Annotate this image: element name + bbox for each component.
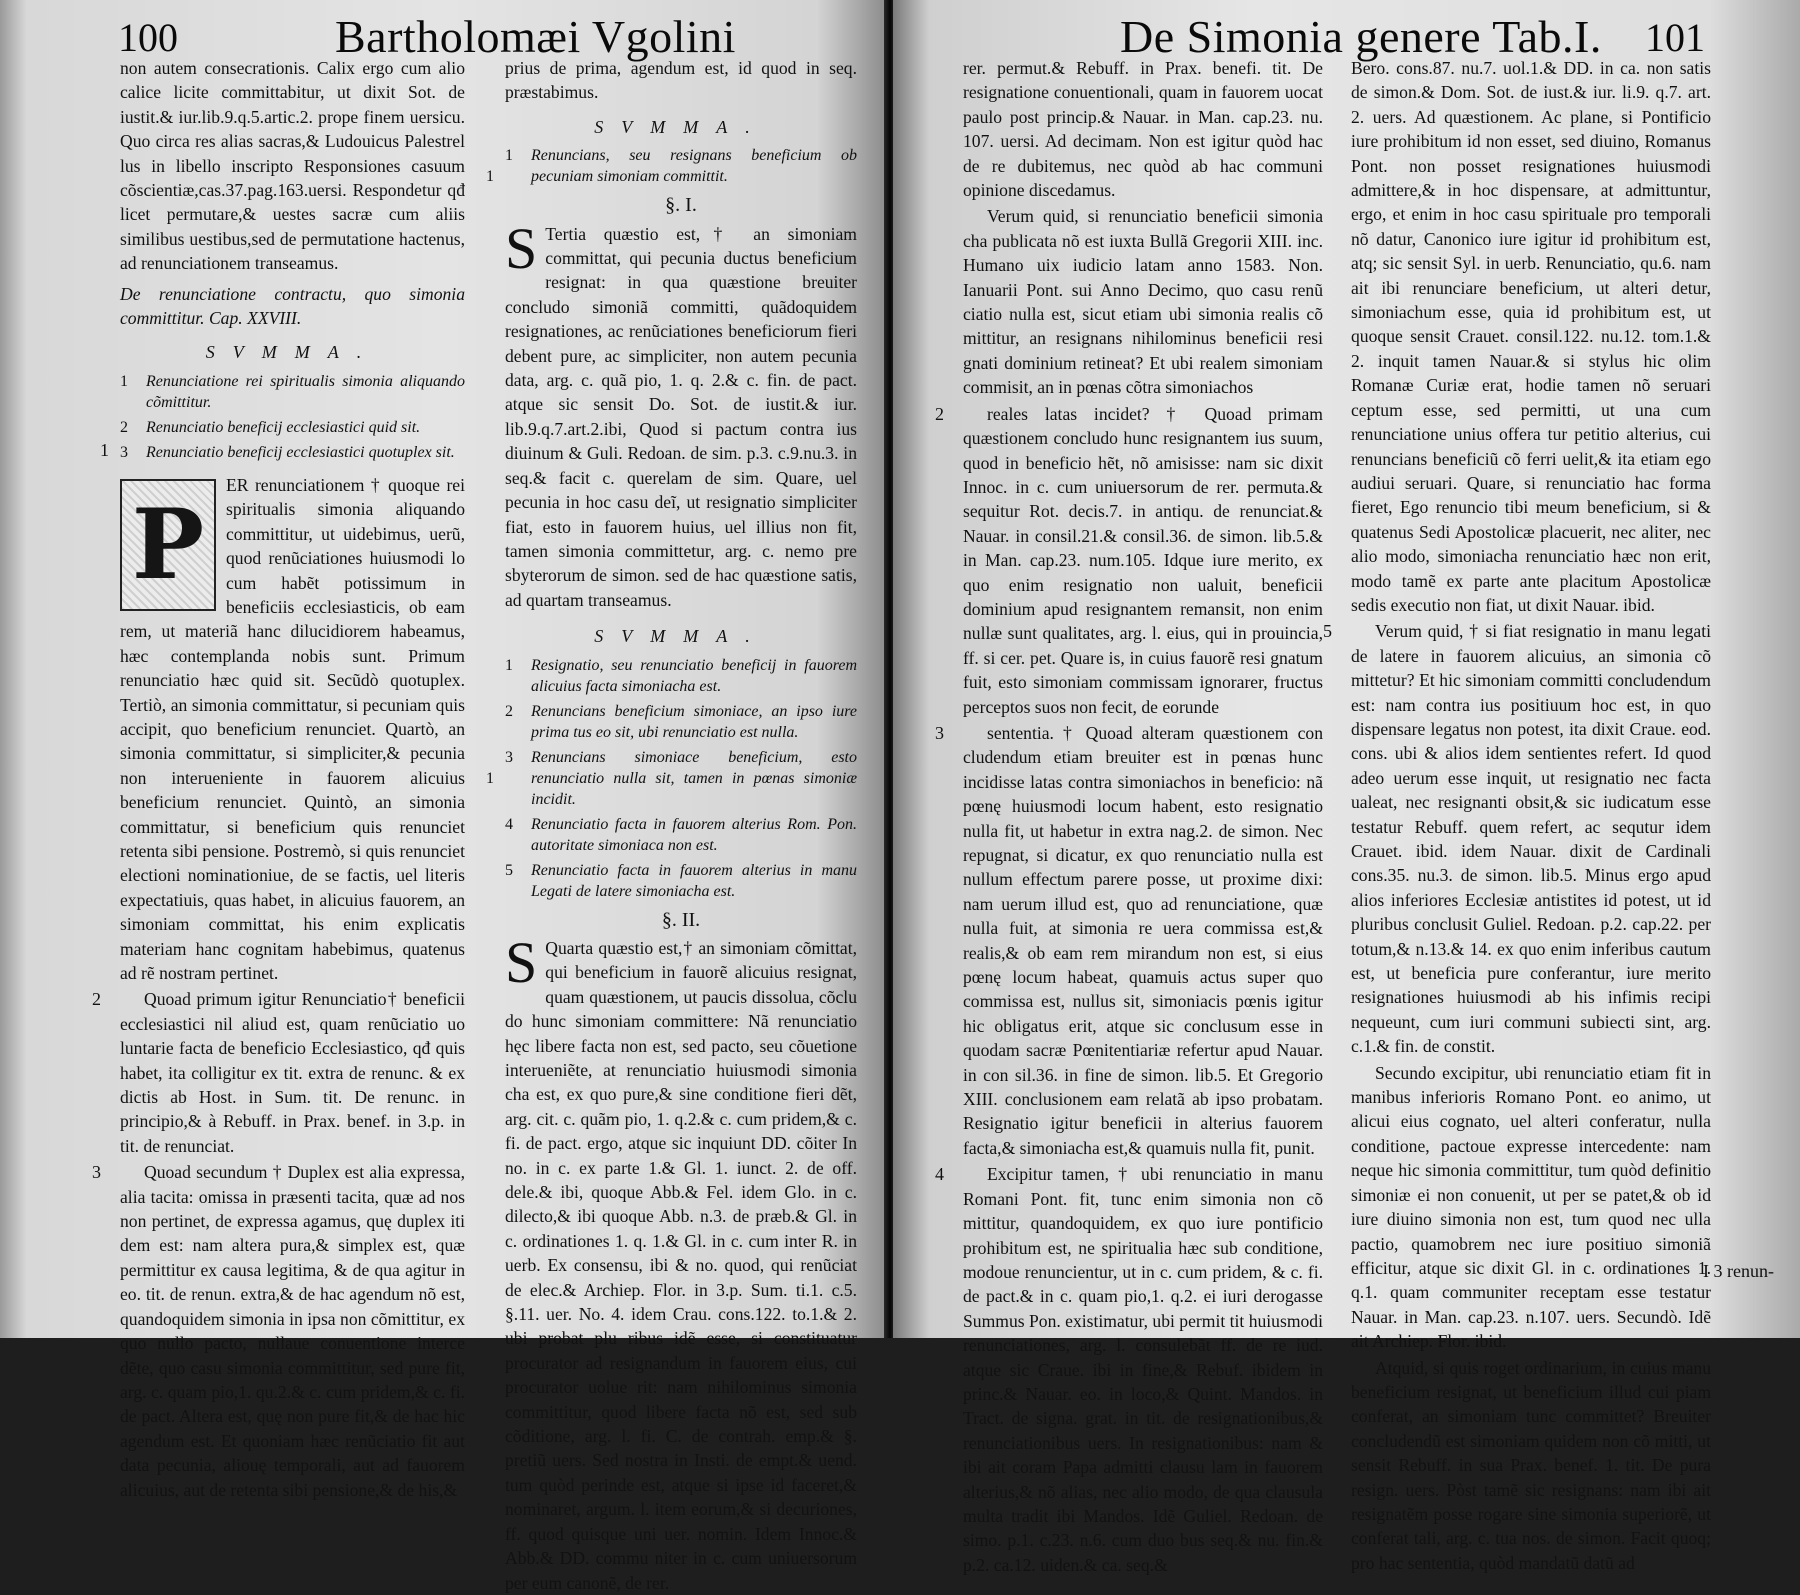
left-folio: 100 <box>118 15 178 60</box>
paragraph: 3 Quoad secundum † Duplex est alia expressa, alia tacita: omissa in præsenti tacita, quæ ad nos non pertinet, de expressa agamus, quę duplex iti dem est: nam altera pura,& simplex est, quæ permittitur ex causa legitima, & de qua agitur in eo. tit. de renun. extra,& de hac agendum nõ est, quandoquidem simonia in ipsa non cõmittitur, ex quo nullo pacto, nullaue conuentione interce dẽte, quo casu simonia committitur, sed pure fit, arg. c. quam pio,1. qu.2.& c. cum pridem,& c. fi. de pact. Altera est, quę non pure fit,& de hac hic agendum est. Et quoniam hæc renũciatio fit aut data pecunia, aliouę temporali, aut ad fauorem alicuius, aut de retenta sibi pensione,& de his,& <box>92 1162 465 1500</box>
right-page <box>893 0 1800 1575</box>
summa-item: 3 Renunciatio beneficij ecclesiastici quotuplex sit. <box>120 443 455 461</box>
summa-item: 2 Renuncians beneficium simoniace, an ipso iure prima tus eo sit, ubi renunciatio est nulla. <box>505 702 857 741</box>
right-column-1 <box>935 56 1323 1575</box>
summa-title: SVMMA. <box>205 342 380 363</box>
paragraph: 2 Quoad primum igitur Renunciatio† beneficii ecclesiastici nil aliud est, quam renũciatio uo luntarie facta de beneficio Ecclesiastico, qđ quis habet, ita colligitur ex tit. extra de renunc. & ex dictis ab Host. in Sum. tit. De renunc. in principio,& à Rebuff. in Prax. benef. in 3.p. in tit. de renunciat. <box>92 989 465 1156</box>
right-column-2 <box>1323 56 1711 1573</box>
paragraph: 5 Verum quid, † si fiat resignatio in manu legati de latere in fauorem alicuius, an simonia cõ mittetur? Et hic simoniam committi concludendum est: nam contra ius positiuum hoc est, in quo dispensare legatus non potest, ita dixit Craue. eod. cons. ubi & alios idem sentientes refert. Id quod adeo uerum esse inquit, ut resignatio nec facta ualeat, nec resignanti obsit,& sic iudicatum esse testatur Rebuff. quem refert, ac sequtur idem Crauet. ibid. idem Nauar. dixit de Cardinali cons.35. nu.3. de simon. lib.5. Minus ergo apud alios inferiores Ecclesiæ antistites id potest, ut id pluribus conclusit Guliel. Redoan. p.2. cap.22. per totum,& n.13.& 14. ex quo enim inferibus cautum est, ut beneficia pure conferantur, iure merito resignationes huiusmodi ab his infimis recipi nequeunt, cum iuri communi subiecti sint, arg. c.1.& fin. de constit. <box>1323 621 1711 1057</box>
summa-item: 1 Resignatio, seu renunciatio beneficij in fauorem alicuius facta simoniacha est. <box>505 656 857 695</box>
initial-letter: S <box>505 215 538 281</box>
paragraph: prius de prima, agendum est, id quod in seq. præstabimus. <box>505 58 857 103</box>
section-heading: §. I. <box>665 194 697 217</box>
paragraph: S Tertia quæstio est,† an simoniam committat, qui pecunia ductus beneficium resignat: in qua quæstione breuiter concludo simoniã committi, quãdoquidem resignationes, ac renũciationes beneficiorum fieri debent pure, ac simpliciter, non autem pecunia data, arg. c. quã pio, 1. q. 2.& c. fin. de pact. atque sic sensit Do. Sot. de iustit.& iur. lib.9.q.7.art.2.ibi, Quod si pactum contra ius diuinum & Guli. Redoan. de sim. p.3. c.9.nu.3. in seq.& facit c. querelam de sim. Quare, uel pecunia in hoc casu deĩ, ut resignatio simpliciter fiat, esto in fauorem huius, uel illius non fit, tamen simonia committetur, arg. c. nemo pre sbyterorum de simon. sed de hac quæstione satis, ad quartam transeamus. <box>505 215 857 610</box>
paragraph: 3 sententia. † Quoad alteram quæstionem con cludendum etiam breuiter est in pœnas hunc incidisse latas contra simoniachos in beneficio: nã pœnę huiusmodi locum habent, esto resignatio nulla fit, ut habetur in extra nag.2. de simon. Nec repugnat, si dicatur, ex quo renunciatio nulla est nullum effectum parere posse, ut proxime dixi: nam uerum illud est, quo ad renunciatione, quæ nulla fuit, at simonia re uera commissa est,& realis,& ob eam rem mirandum non est, si eius pœnę locum habeat, quamuis actus super quo commissa est, nullus sit, simoniacis pœnis igitur hic obligatus erit, atque sic conclusum esse in quodam sacræ Pœnitentiariæ refertur apud Nauar. in con sil.36. in fine de simon. lib.5. Et Gregorio XIII. conclusionem eam relatã ab ipso probatam. Resignatio igitur beneficii in alterius fauorem facta,& simoniacha est,& quamuis nulla fit, punit. <box>935 722 1323 1158</box>
right-running-head: De Simonia genere Tab.I. <box>1120 11 1602 62</box>
paragraph: 4 Excipitur tamen, † ubi renunciatio in manu Romani Pont. fit, tunc enim simonia non cõ mittitur, quandoquidem, ex quo iure pontificio prohibitum est, ne spiritualia hæc sub conditione, modoue renuncientur, ut in c. cum pridem, & c. fi. de pact.& in c. quam pio,1. q.2. ei iuri derogasse Summus Pon. existimatur, ubi permit tit huiusmodi renunciationes, arg. l. consulebãt ff. de re iud. atque sic Craue. ibi in fine,& Rebuf. ibidem in princ.& Nauar. eo. in loco,& Quint. Mandos. in Tract. de signa. grat. in tit. de resignationibus,& renunciationibus uers. In resignationibus: nam & ibi ait coram Papa admitti clausu lam in fauorem alterius,& nõ alias, nec alio modo, de qua clausula multa tradit ibi Mandos. Idẽ Guliel. Redoan. de simo. p.1. c.23. n.6. cum duo bus seq.& nu. fin.& p.2. ca.12. uiden.& ca. seq.& <box>935 1164 1323 1575</box>
paragraph: 2 reales latas incidet? † Quoad primam quæstionem concludo hunc resignantem ius suum, quod in beneficio hẽt, nõ amisisse: nam sic dixit Innoc. in c. cum uniuersorum de rer. permuta.& sequitur Rot. decis.7. in antiqu. de renunciat.& Nauar. in consil.21.& consil.36. de simon. lib.5.& in Man. cap.23. num.105. Idque iure merito, ex quo enim resignatio non ualuit, beneficii dominium apud resignantem remansit, non enim nullæ sunt qualitates, arg. l. eius, qui in prouincia, ff. si cer. pet. Quare is, in cuius fauorẽ resi gnatum fuit, esto simoniam commissam ignorarer, fructus perceptos suos non fecit, de eorunde <box>935 403 1323 717</box>
summa-item: 4 Renunciatio facta in fauorem alterius Rom. Pon. autoritate simoniaca non est. <box>505 815 857 854</box>
paragraph: Atquid, si quis roget ordinarium, in cuius manu beneficium resignat, ut beneficium illud cui piam conferat, an simoniam tunc committet? Breuiter concludendũ est simoniam quidem non cõ mitti, ut sensit Rebuff. in sua Prax. benef. 1. tit. De pura resign. uers. Pòst tamẽ sic resignans: nam ibi ait resignatẽm posse rogare sine simonia superiorẽ, ut conferat tali, arg. c. tua nos. de simon. Facit quoq; pro hac sententia, quòd mandatũ datũ ad <box>1351 1357 1711 1573</box>
left-running-head: Bartholomæi Vgolini <box>335 11 736 62</box>
paragraph: Verum quid, si renunciatio beneficii simonia cha publicata nõ est iuxta Bullã Gregorii XIII. inc. Humano uix iudicio latam anno 1583. Non. Ianuarii Pont. sui Anno Decimo, quo casu renũ ciatio nulla est, sicut etiam ubi simonia realis cõ mittitur, an resignans nihilominus beneficii resi gnati dominium retineat? Et ubi realem simoniam commisit, an in pœnas cõtra simoniachos <box>963 206 1323 398</box>
left-page <box>0 0 888 1593</box>
margin-number: 1 <box>486 168 494 185</box>
paragraph: S Quarta quæstio est,† an simoniam cõmittat, qui beneficium in fauorẽ alicuius resignat, quam quæstionem, ut paucis dissolua, cõclu do hunc simoniam committere: Nã renunciatio hęc libere facta non est, sed pacto, seu cõuetione interueniẽte, at renunciatio huiusmodi simonia cha est, ex quo pure,& sine conditione fieri dẽt, arg. cit. c. quãm pio, 1. q.2.& c. cum pridem,& c. fi. de pact. ergo, atque sic inquiunt DD. cõiter In no. in c. ex parte 1.& Gl. 1. iunct. 2. de off. dele.& ibi, quoque Abb.& Fel. idem Glo. in c. dilecto,& ibi quoque Abb. n.3. de præb.& Gl. in c. ordinationes 1. q. 1.& Gl. in c. cum inter R. in uerb. Ex consensu, ibi & no. quod, qui renũciat de elec.& Archiep. Flor. in 3.p. Sum. ti.1. c.5. §.11. uer. No. 4. idem Crau. cons.122. to.1.& 2. ubi probat plu ribus idẽ esse, si constituatur procurator ad resignandum in fauorem eius, cui procurator uolue rit: nam nihilominus simonia committitur, quod libere facta nõ est, sed sub cõditione, arg. l. fi. C. de contrah. emp.& §. pretiũ uers. Sed nostra in Insti. de empt.& uend. tum quòd perinde est, atque si ipse id faceret,& nominaret, argum. l. item eorum,& si decuriones, ff. quod quisque uni uer. nomin. Idem Innoc.& Abb.& DD. commu niter in c. cum uniuersorum per eum canonẽ, de rer. <box>505 929 857 1593</box>
paragraph: Bero. cons.87. nu.7. uol.1.& DD. in ca. non satis de simon.& Dom. Sot. de iust.& iur. li.9. q.7. art. 2. uers. Ad quæstionem. Ac plane, si Pontificio iure prohibitum id non esset, sed diuino, Romanus Pont. non posset resignationes huiusmodi admittere,& in hoc dispensare, at admittuntur, ergo, et enim in hoc casu spirituale pro temporali nõ datur, Canonico iure igitur id prohibitum est, atq; sic sensit Syl. in uerb. Renunciatio, qu.6. nam ait ibi renunciare beneficium, ut alteri detur, simoniachum esse, quia id prohibitum est, ut quoque sensit Crauet. consil.122. nu.12. tom.1.& 2. inquit tamen Nauar.& si stylus hic olim Romanæ Curiæ erat, hodie tamen nõ seruari ceptum esse, sed permitti, ut una cum renunciatione unius offera tur petitio alterius, cui renuncians beneficiũ cõ ferri uelit,& ita etiam ego audiui seruari. Quare, si renunciatio hac forma fieret, Ego renuncio tibi meum beneficium, si & quatenus Sedi Apostolicæ placuerit, nec aliter, nec alio modo, simoniacha renunciatio hæc non erit, modo tamẽ ex parte ante placitum Apostolicæ sedis executio non fiat, ut dixit Nauar. ibid. <box>1351 58 1711 615</box>
paragraph: non autem consecrationis. Calix ergo cum alio calice licite committabitur, ut dixit Sot. de iustit.& iur.lib.9.q.5.artic.2. prope finem uersicu. Quo circa res alias sacras,& Ludouicus Palestrel lus in libello inscripto Responsiones casuum cõscientiæ,cas.37.pag.163.uersi. Respondetur qđ licet permutare,& uestes sacræ cum aliis similibus uestibus,sed de permutatione hactenus, ad renunciationem transeamus. <box>120 58 465 274</box>
margin-number: 1 <box>486 770 494 787</box>
left-column-2 <box>505 56 857 1593</box>
summa-item: 2 Renunciatio beneficij ecclesiastici quid sit. <box>120 418 421 436</box>
chapter-heading: De renunciatione contractu, quo simonia committitur. Cap. XXVIII. <box>120 283 465 329</box>
catchword: I 3 renun- <box>1703 1261 1774 1281</box>
summa-item: 3 Renuncians simoniace beneficium, esto renunciatio nulla sit, tamen in pœnas simoniæ incidit. <box>505 748 857 808</box>
summa-title: SVMMA. <box>594 626 768 647</box>
summa-title: SVMMA. <box>594 116 768 137</box>
paragraph: Secundo excipitur, ubi renunciatio etiam fit in manibus inferioris Romano Pont. eo animo, ut alicui eius cognato, uel alteri conferatur, nulla conditione, pactoue expresse intercedente: nam neque hic simonia committitur, tum quòd definitio simoniæ ei non conuenit, ut per se patet,& ob id iure diuino simonia non est, tum quod nec ulla pactio, quamobrem nec iure positiuo simoniã efficitur, atque sic dixit Gl. in c. ordinationes 1. q.1. quam communiter receptam esse testatur Nauar. in Man. cap.23. n.107. uers. Secundò. Idẽ ait Archiep. Flor. ibid. <box>1351 1062 1711 1352</box>
summa-item: 5 Renunciatio facta in fauorem alterius in manu Legati de latere simoniacha est. <box>505 861 857 900</box>
summa-item: 1 Renuncians, seu resignans beneficium ob pecuniam simoniam committit. <box>505 147 857 186</box>
paragraph: rer. permut.& Rebuff. in Prax. benefi. tit. De resignatione conuentionali, quam in fauorem uocat paulo post princip.& Nauar. in Man. cap.23. nu. 107. uersi. Ad decimam. Non est igitur quòd hac de re dubitemus, nec quòd ab hac communi opinione discedamus. <box>963 58 1323 201</box>
ornamental-initial: P <box>120 479 216 611</box>
right-folio: 101 <box>1645 15 1705 60</box>
section-heading: §. II. <box>661 908 701 931</box>
summa-item: 1 Renunciatione rei spiritualis simonia aliquando cõmittitur. <box>120 372 465 411</box>
initial-letter: S <box>505 929 538 995</box>
paragraph: ER renunciationem † quoque rei spiritualis simonia aliquando committitur, ut uidebimus, uerũ, quod renũciationes huiusmodi lo cum habẽt potissimum in beneficiis ecclesiasticis, ob eam rem, ut materiã hanc dilucidiorem habeamus, hæc contemplanda nobis sunt. Primum renunciatio hæc quid sit. Secũdò quotuplex. Tertiò, an simonia committatur, si pecuniam quis accipit, quo beneficium renunciet. Quartò, an simonia committatur, si simpliciter,& pecunia non interueniente in fauorem alicuius beneficium renunciet. Quintò, an simonia committatur, si beneficium quis renunciet retenta sibi pensione. Postremò, si quis renunciet electioni nominationiue, de se factis, uel literis expectatiuis, quas habet, in alicuius fauorem, an simoniam committat, his enim explicatis materiam hanc cognitam habebimus, quatenus ad rẽ nostram pertinet. <box>120 474 465 983</box>
margin-number: 1 <box>100 440 109 460</box>
left-column-1 <box>92 56 465 1500</box>
